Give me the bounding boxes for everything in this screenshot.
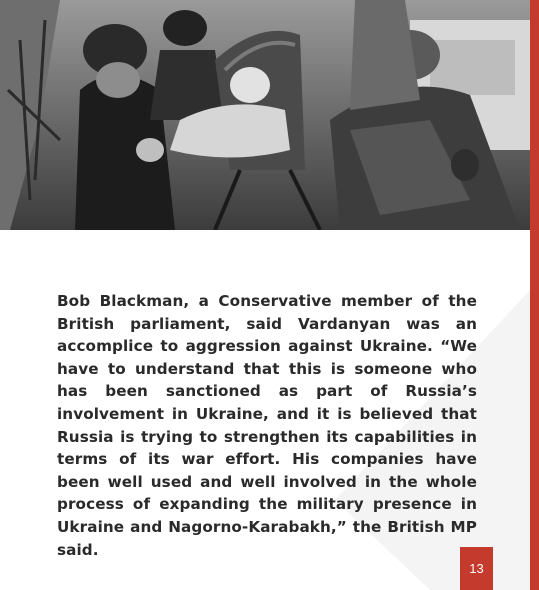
rescue-photo (0, 0, 530, 230)
accent-stripe (530, 0, 539, 590)
article-paragraph: Bob Blackman, a Conservative member of the British parliament, said Vardanyan was an accomplice to aggression against Ukraine. “We have to understand that this is someone who has been sanctioned as part of Russia’s involvement in Ukraine, and it is believed that Russia is trying to strengthen its capabilities in terms of its war effort. His companies have been well used and well involved in the whole process of expanding the military presence in Ukraine and Nagorno-Karabakh,” the British MP said. (57, 292, 477, 559)
page-number: 13 (460, 547, 493, 590)
photo-illustration (0, 0, 530, 230)
